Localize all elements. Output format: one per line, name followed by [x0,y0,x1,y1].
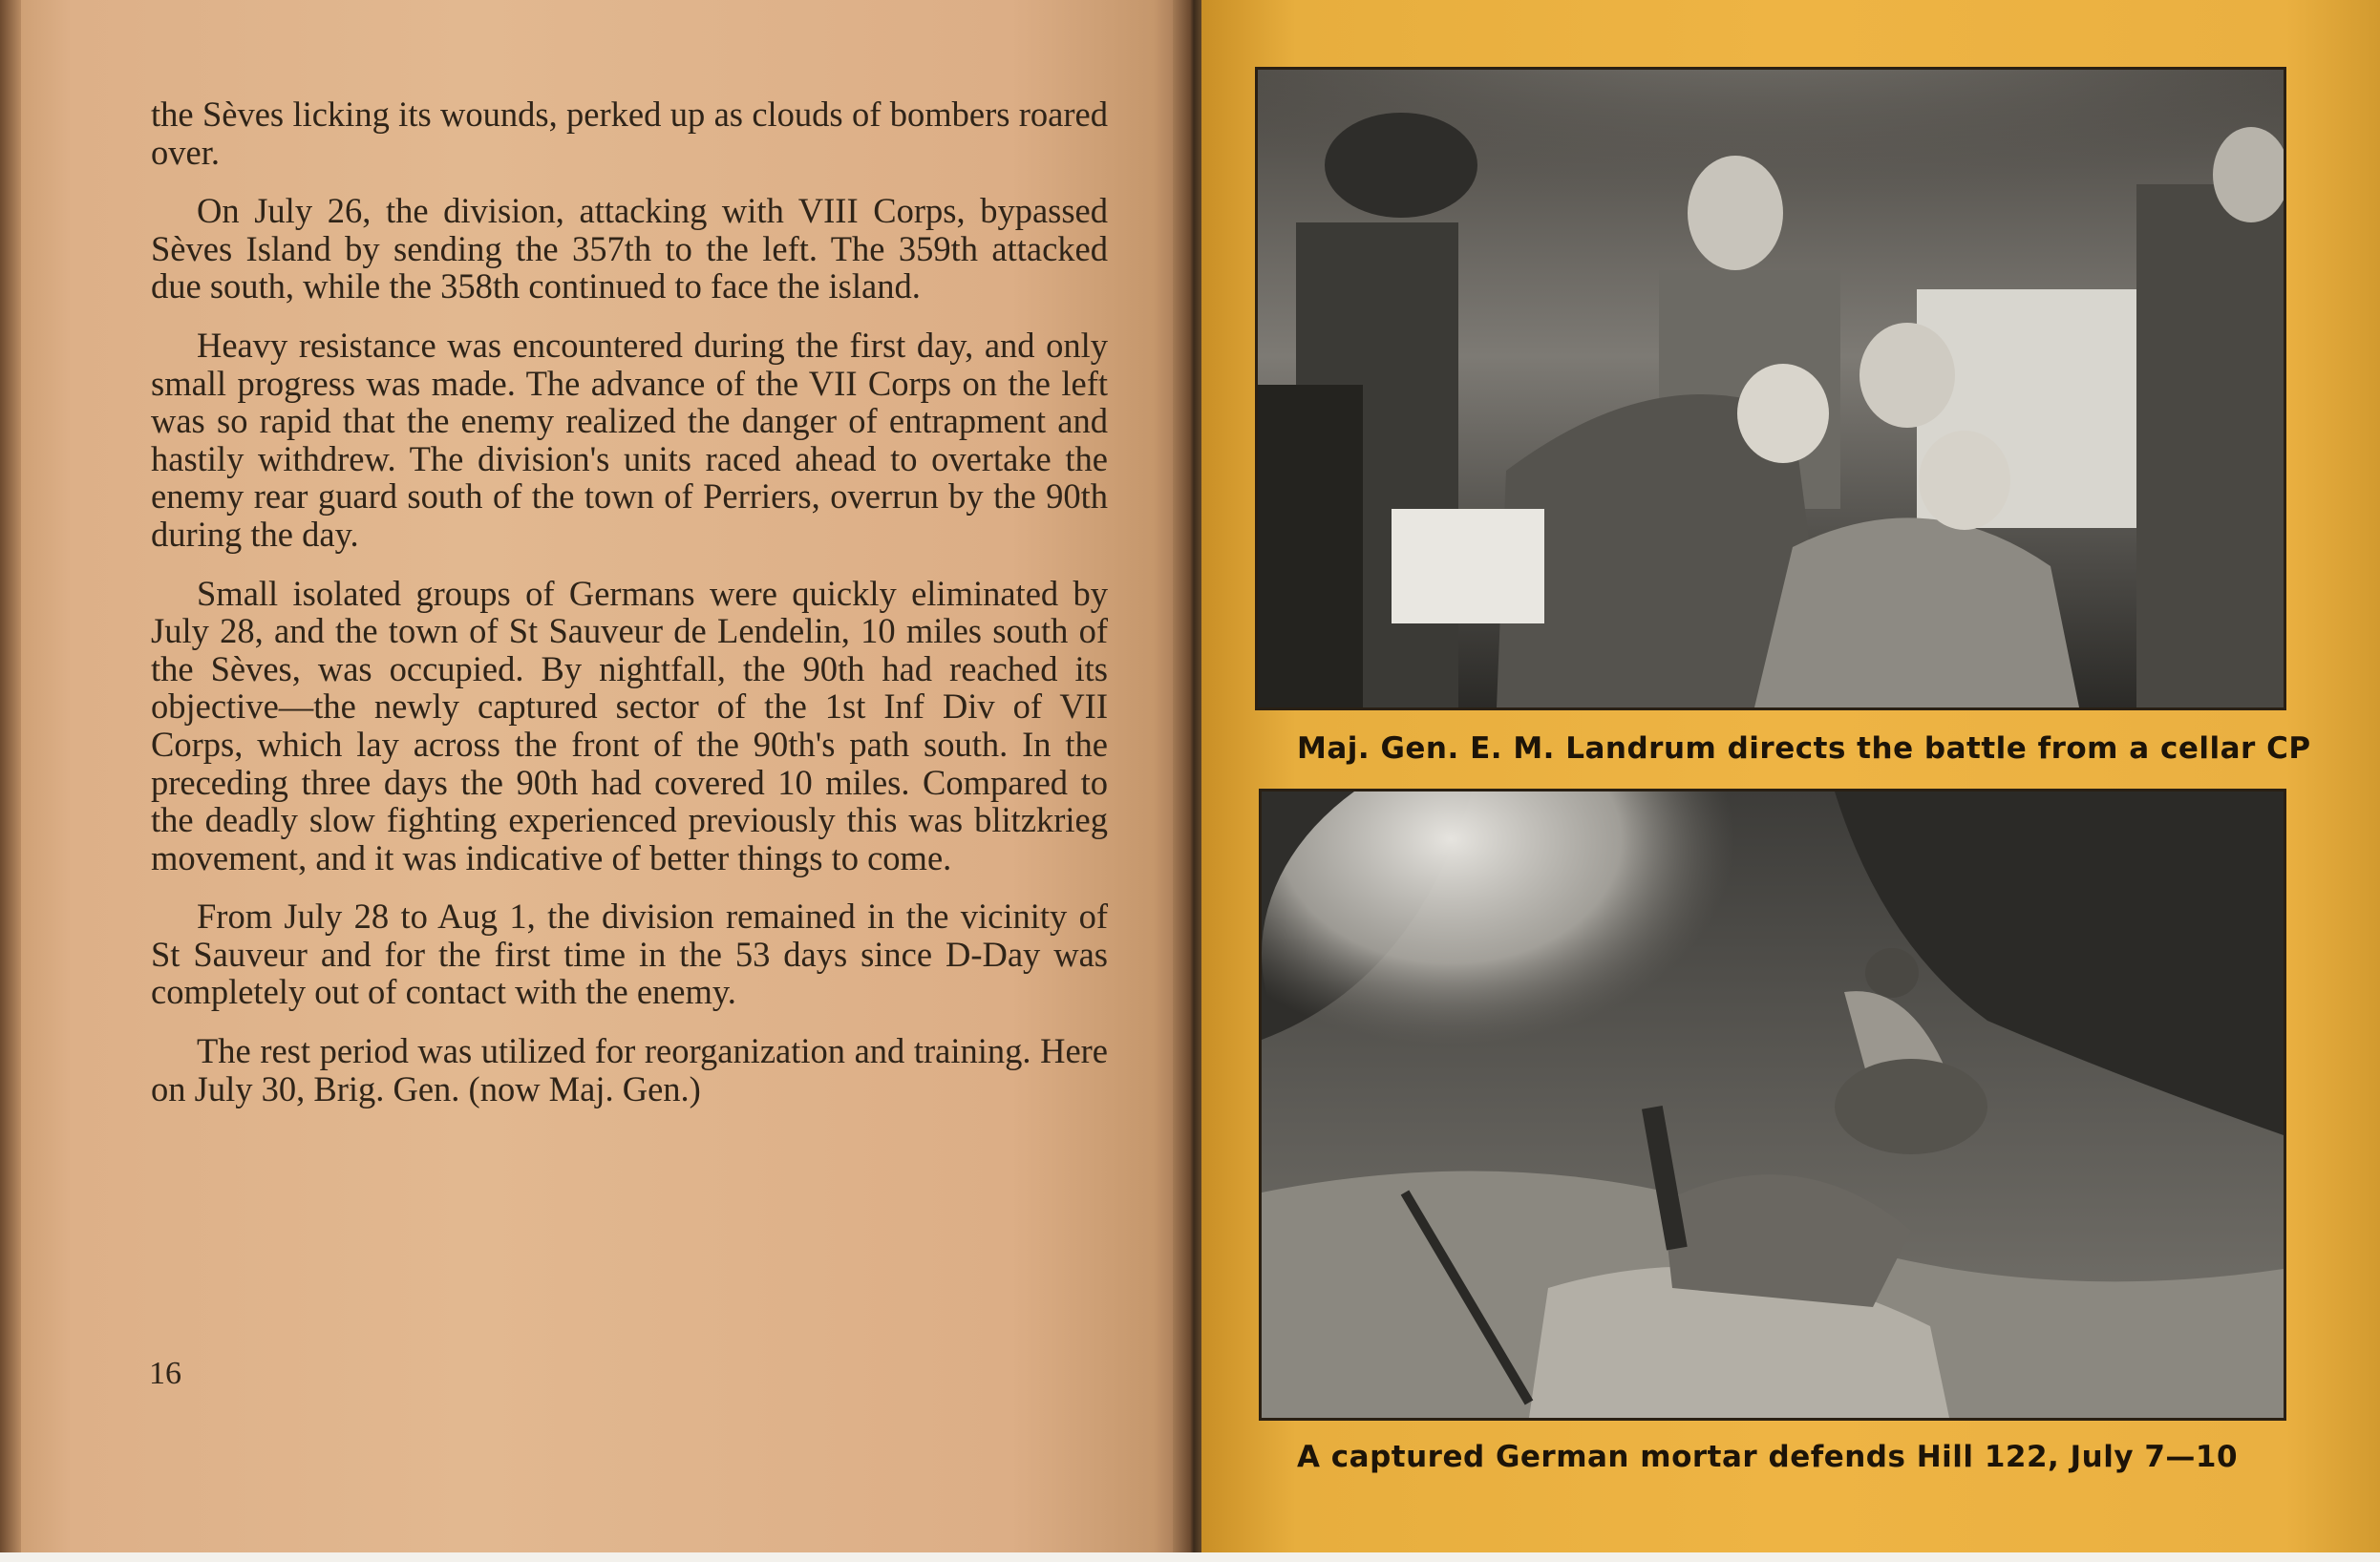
page-number: 16 [149,1356,181,1391]
paragraph-5: From July 28 to Aug 1, the division remained in the vicinity of St Sauveur and for the first time in the 53 days since D-Day was completely out of contact with the enemy. [151,897,1108,1012]
paragraph-3: Heavy resistance was encountered during the first day, and only small progress was made. The advance of the VII Corps on the left was so rapid that the enemy realized the danger of entrapment and hastily withdrew. The division's units raced ahead to overtake the enemy rear guard south of the town of Perriers, overrun by the 90th during the day. [151,325,1108,554]
photo-2-caption: A captured German mortar defends Hill 122, July 7—10 [1297,1440,2239,1474]
paragraph-2: On July 26, the division, attacking with VIII Corps, bypassed Sèves Island by sending the 357th to the left. The 359th attacked due south, while the 358th continued to face the island. [151,191,1108,306]
mortar-photo [1259,789,2286,1421]
cellar-cp-image [1258,70,2284,707]
left-page [0,0,1189,1562]
paragraph-6: The rest period was utilized for reorganization and training. Here on July 30, Brig. Gen. (now Maj. Gen.) [151,1031,1108,1108]
photo-1-caption: Maj. Gen. E. M. Landrum directs the battle from a cellar CP [1297,731,2311,766]
cellar-cp-photo [1255,67,2286,710]
left-page-edge [0,0,21,1562]
mortar-image [1262,792,2284,1418]
paragraph-1: the Sèves licking its wounds, perked up as clouds of bombers roared over. [151,95,1108,172]
page-bottom-edge [0,1552,2380,1562]
paragraph-4: Small isolated groups of Germans were quickly eliminated by July 28, and the town of St Sauveur de Lendelin, 10 miles south of the Sèves, was occupied. By nightfall, the 90th had reached its objective—the newly captured sector of the 1st Inf Div of VII Corps, which lay across the front of the 90th's path south. In the preceding three days the 90th had covered 10 miles. Compared to the deadly slow fighting experienced previously this was blitzkrieg movement, and it was indicative of better things to come. [151,573,1108,877]
body-text [151,95,1108,1129]
